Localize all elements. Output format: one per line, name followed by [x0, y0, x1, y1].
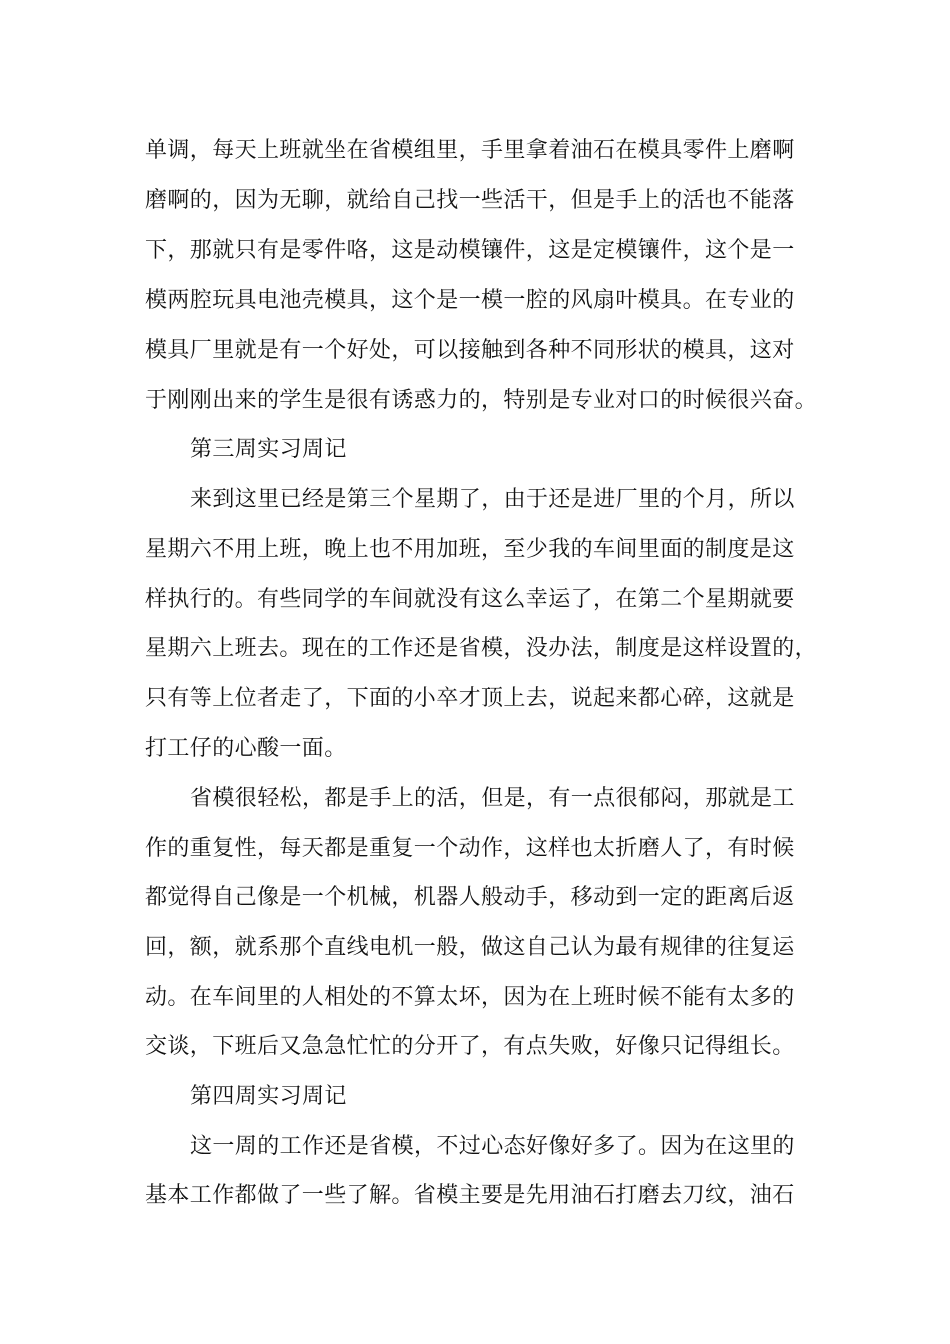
paragraph-line: 模两腔玩具电池壳模具，这个是一模一腔的风扇叶模具。在专业的: [145, 288, 795, 313]
paragraph-line: 交谈，下班后又急急忙忙的分开了，有点失败，好像只记得组长。: [145, 1034, 795, 1059]
paragraph-line: 单调，每天上班就坐在省模组里，手里拿着油石在模具零件上磨啊: [145, 138, 795, 163]
paragraph-line: 省模很轻松，都是手上的活，但是，有一点很郁闷，那就是工: [190, 786, 795, 811]
paragraph-line: 下，那就只有是零件咯，这是动模镶件，这是定模镶件，这个是一: [145, 238, 795, 263]
paragraph-line: 作的重复性，每天都是重复一个动作，这样也太折磨人了，有时候: [145, 836, 795, 861]
paragraph-line: 于刚刚出来的学生是很有诱惑力的，特别是专业对口的时候很兴奋。: [145, 388, 818, 413]
paragraph-line: 动。在车间里的人相处的不算太坏，因为在上班时候不能有太多的: [145, 985, 795, 1010]
paragraph-line: 这一周的工作还是省模，不过心态好像好多了。因为在这里的: [190, 1134, 795, 1159]
paragraph-line: 磨啊的，因为无聊，就给自己找一些活干，但是手上的活也不能落: [145, 188, 795, 213]
paragraph-line: 模具厂里就是有一个好处，可以接触到各种不同形状的模具，这对: [145, 338, 795, 363]
paragraph-line: 样执行的。有些同学的车间就没有这么幸运了，在第二个星期就要: [145, 587, 795, 612]
paragraph-line: 打工仔的心酸一面。: [145, 736, 347, 761]
paragraph-line: 星期六上班去。现在的工作还是省模，没办法，制度是这样设置的，: [145, 636, 818, 661]
paragraph-line: 回，额，就系那个直线电机一般，做这自己认为最有规律的往复运: [145, 935, 795, 960]
paragraph-line: 只有等上位者走了，下面的小卒才顶上去，说起来都心碎，这就是: [145, 686, 795, 711]
paragraph-line: 来到这里已经是第三个星期了，由于还是进厂里的个月，所以: [190, 487, 795, 512]
section-heading-week-4: 第四周实习周记: [190, 1084, 347, 1109]
paragraph-line: 都觉得自己像是一个机械，机器人般动手，移动到一定的距离后返: [145, 885, 795, 910]
paragraph-line: 星期六不用上班，晚上也不用加班，至少我的车间里面的制度是这: [145, 537, 795, 562]
section-heading-week-3: 第三周实习周记: [190, 437, 347, 462]
paragraph-line: 基本工作都做了一些了解。省模主要是先用油石打磨去刀纹，油石: [145, 1183, 795, 1208]
